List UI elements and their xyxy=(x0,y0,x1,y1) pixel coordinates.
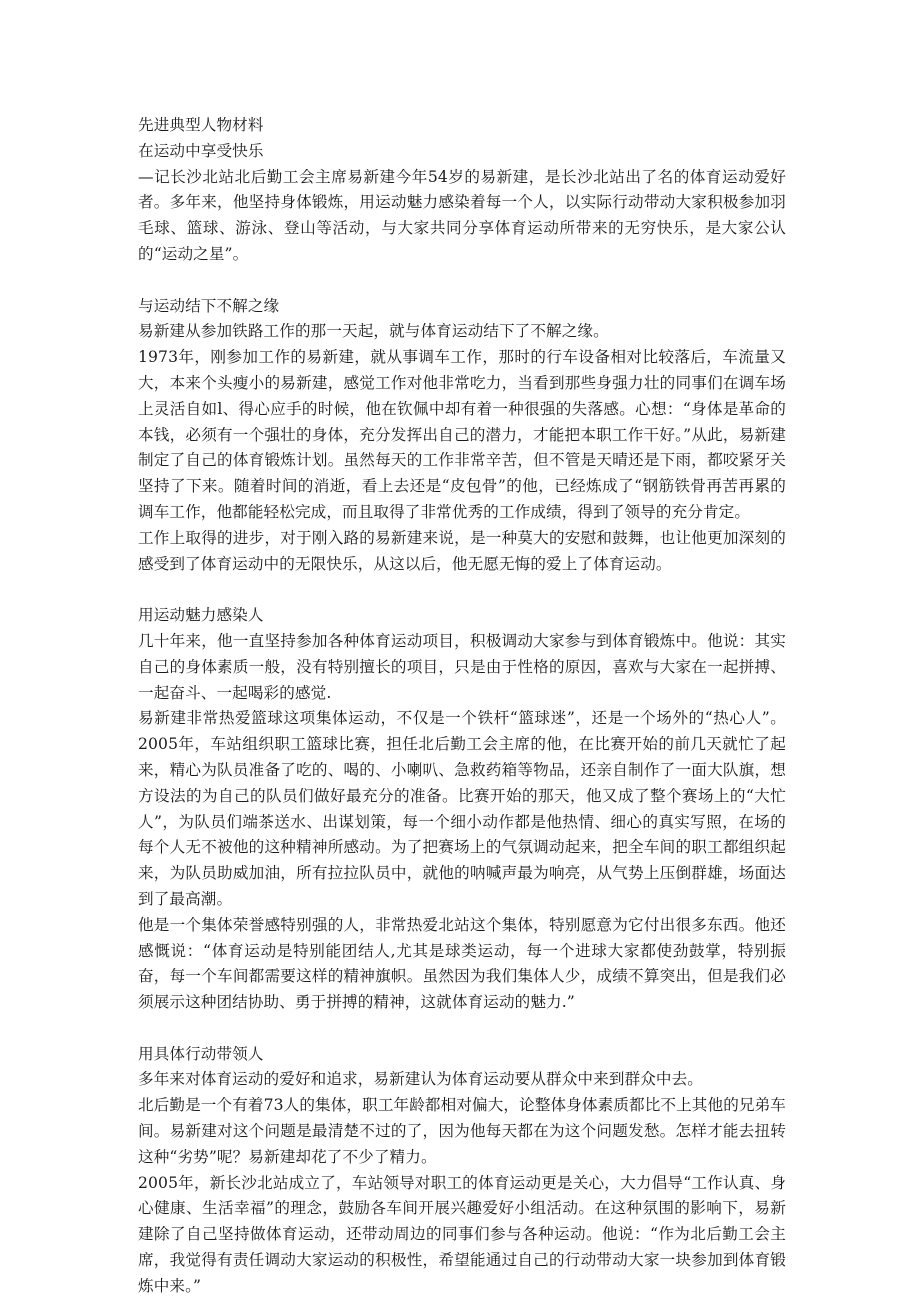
section-heading-3: 用具体行动带领人 xyxy=(138,1044,264,1063)
document-body xyxy=(138,113,786,1300)
paragraph: 他是一个集体荣誉感特别强的人，非常热爱北站这个集体，特别愿意为它付出很多东西。他还感慨说：“体育运动是特别能团结人,尤其是球类运动，每一个进球大家都使劲鼓掌，特别振奋，每一个车间都需要这样的精神旗帜。虽然因为我们集体人少，成绩不算突出，但是我们必须展示这种团结协助、勇于拼搏的精神，这就体育运动的魅力.” xyxy=(138,915,786,1012)
document-subtitle: 在运动中享受快乐 xyxy=(138,141,264,160)
paragraph: 多年来对体育运动的爱好和追求，易新建认为体育运动要从群众中来到群众中去。 xyxy=(138,1070,703,1089)
paragraph: 2005年，新长沙北站成立了，车站领导对职工的体育运动更是关心，大力倡导“工作认真、身心健康、生活幸福”的理念，鼓励各车间开展兴趣爱好小组活动。在这种氛围的影响下，易新建除了自己坚持做体育运动，还带动周边的同事们参与各种运动。他说：“作为北后勤工会主席，我觉得有责任调动大家运动的积极性，希望能通过自己的行动带动大家一块参加到体育锻炼中来。” xyxy=(138,1173,786,1295)
spacer xyxy=(138,268,786,294)
paragraph: 易新建非常热爱篮球这项集体运动，不仅是一个铁杆“篮球迷”，还是一个场外的“热心人”。2005年，车站组织职工篮球比赛，担任北后勤工会主席的他，在比赛开始的前几天就忙了起来，精心为队员准备了吃的、喝的、小喇叭、急救药箱等物品，还亲自制作了一面大队旗，想方设法的为自己的队员们做好最充分的准备。比赛开始的那天，他又成了整个赛场上的“大忙人”，为队员们端茶送水、出谋划策，每一个细小动作都是他热情、细心的真实写照，在场的每个人无不被他的这种精神所感动。为了把赛场上的气氛调动起来，把全车间的职工都组织起来，为队员助威加油，所有拉拉队员中，就他的呐喊声最为响亮，从气势上压倒群雄，场面达到了最高潮。 xyxy=(138,709,786,908)
spacer xyxy=(138,577,786,603)
intro-paragraph: —记长沙北站北后勤工会主席易新建今年54岁的易新建，是长沙北站出了名的体育运动爱好者。多年来，他坚持身体锻炼，用运动魅力感染着每一个人，以实际行动带动大家积极参加羽毛球、篮球、游泳、登山等活动，与大家共同分享体育运动所带来的无穷快乐，是大家公认的“运动之星”。 xyxy=(138,167,786,263)
paragraph: 工作上取得的进步，对于刚入路的易新建来说，是一种莫大的安慰和鼓舞，也让他更加深刻的感受到了体育运动中的无限快乐，从这以后，他无愿无悔的爱上了体育运动。 xyxy=(138,528,786,573)
section-heading-2: 用运动魅力感染人 xyxy=(138,606,264,625)
section-heading-1: 与运动结下不解之缘 xyxy=(138,296,280,315)
paragraph: 北后勤是一个有着73人的集体，职工年龄都相对偏大，论整体身体素质都比不上其他的兄弟车间。易新建对这个问题是最清楚不过的了，因为他每天都在为这个问题发愁。怎样才能去扭转这种“劣势”呢？易新建却花了不少了精力。 xyxy=(138,1096,786,1166)
paragraph: 1973年，刚参加工作的易新建，就从事调车工作，那时的行车设备相对比较落后，车流量又大，本来个头瘦小的易新建，感觉工作对他非常吃力，当看到那些身强力壮的同事们在调车场上灵活自如l、得心应手的时候，他在钦佩中却有着一种很强的失落感。心想：“身体是革命的本钱，必须有一个强壮的身体，充分发挥出自己的潜力，才能把本职工作干好。”从此，易新建制定了自己的体育锻炼计划。虽然每天的工作非常辛苦，但不管是天晴还是下雨，都咬紧牙关坚持了下来。随着时间的消逝，看上去还是“皮包骨”的他，已经炼成了“钢筋铁骨再苦再累的调车工作，他都能轻松完成，而且取得了非常优秀的工作成绩，得到了领导的充分肯定。 xyxy=(138,348,786,521)
spacer xyxy=(138,1016,786,1042)
paragraph: 易新建从参加铁路工作的那一天起，就与体育运动结下了不解之缘。 xyxy=(138,322,609,341)
paragraph: 几十年来，他一直坚持参加各种体育运动项目，积极调动大家参与到体育锻炼中。他说：其实自己的身体素质一般，没有特别擅长的项目，只是由于性格的原因，喜欢与大家在一起拼搏、一起奋斗、一起喝彩的感觉. xyxy=(138,631,786,702)
document-title: 先进典型人物材料 xyxy=(138,116,264,134)
